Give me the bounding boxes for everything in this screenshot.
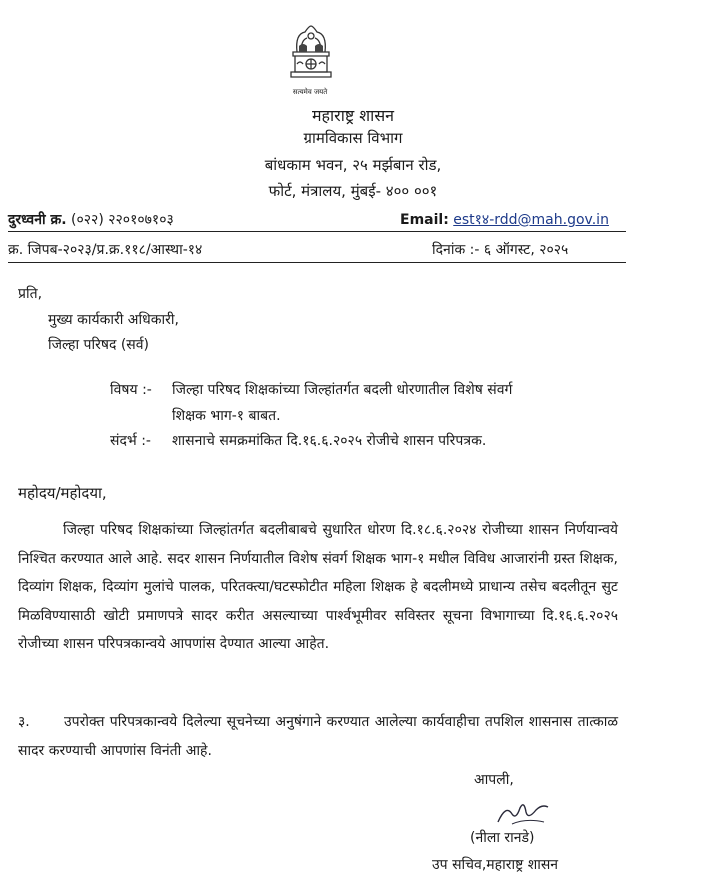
email-link[interactable]: est१४-rdd@mah.gov.in: [453, 212, 609, 228]
phone-label: दुरध्वनी क्र.: [8, 212, 67, 228]
recipient-line-1: मुख्य कार्यकारी अधिकारी,: [48, 312, 179, 328]
email-label: Email:: [400, 212, 449, 228]
paragraph-number: ३.: [18, 714, 30, 730]
body-paragraph-1: जिल्हा परिषद शिक्षकांच्या जिल्हांतर्गत बदलीबाबचे सुधारित धोरण दि.१८.६.२०२४ रोजीच्या शासन निर्णयान्वये निश्चित करण्यात आले आहे. सदर शासन निर्णयातील विशेष संवर्ग शिक्षक भाग-१ मधील विविध आजारांनी ग्रस्त शिक्षक, दिव्यांग शिक्षक, दिव्यांग मुलांचे पालक, परितक्त्या/घटस्फोटीत महिला शिक्षक हे बदलीमध्ये प्राधान्य तसेच बदलीतून सुट मिळविण्यासाठी खोटी प्रमाणपत्रे सादर करीत असल्याच्या पार्श्वभूमीवर सविस्तर सूचना विभागाच्या दि.१६.६.२०२५ रोजीच्या शासन परिपत्रकान्वये आपणांस देण्यात आल्या आहेत.: [18, 522, 618, 653]
reference-label: संदर्भ :-: [110, 433, 151, 449]
subject-line-1: जिल्हा परिषद शिक्षकांच्या जिल्हांतर्गत बदली धोरणातील विशेष संवर्ग: [172, 382, 513, 398]
department-name: ग्रामविकास विभाग: [303, 129, 403, 147]
divider: [8, 262, 626, 263]
emblem-motto: सत्यमेव जयते: [292, 88, 328, 96]
recipient-prefix: प्रति,: [18, 286, 43, 302]
divider: [8, 231, 626, 232]
paragraph-2-text: उपरोक्त परिपत्रकान्वये दिलेल्या सूचनेच्या अनुषंगाने करण्यात आलेल्या कार्यवाहीचा तपशिल शासनास तात्काळ सादर करण्याची आपणांस विनंती आहे.: [18, 714, 618, 759]
body-paragraph-2: [18, 708, 618, 765]
subject-label: विषय :-: [110, 382, 152, 398]
recipient-line-2: जिल्हा परिषद (सर्व): [48, 337, 150, 353]
reference-number: क्र. जिपब-२०२३/प्र.क्र.११८/आस्था-१४: [8, 242, 203, 258]
subject-line-2: शिक्षक भाग-१ बाबत.: [172, 408, 281, 424]
govt-name: महाराष्ट्र शासन: [311, 106, 395, 125]
phone-row: [8, 210, 174, 229]
phone-number: (०२२) २२०१०७१०३: [71, 212, 174, 228]
reference-text: शासनाचे समक्रमांकित दि.१६.६.२०२५ रोजीचे शासन परिपत्रक.: [172, 433, 487, 449]
address-line-1: बांधकाम भवन, २५ मर्झबान रोड,: [264, 156, 442, 174]
address-line-2: फोर्ट, मंत्रालय, मुंबई- ४०० ००१: [268, 182, 438, 200]
salutation: महोदय/महोदया,: [18, 484, 107, 502]
letter-date: दिनांक :- ६ ऑगस्ट, २०२५: [432, 242, 569, 258]
closing-yours: आपली,: [474, 772, 514, 788]
email-row: [400, 210, 609, 229]
signature-icon: [492, 798, 552, 828]
signatory-name: (नीला रानडे): [470, 830, 535, 846]
signatory-designation: उप सचिव,महाराष्ट्र शासन: [432, 857, 559, 873]
